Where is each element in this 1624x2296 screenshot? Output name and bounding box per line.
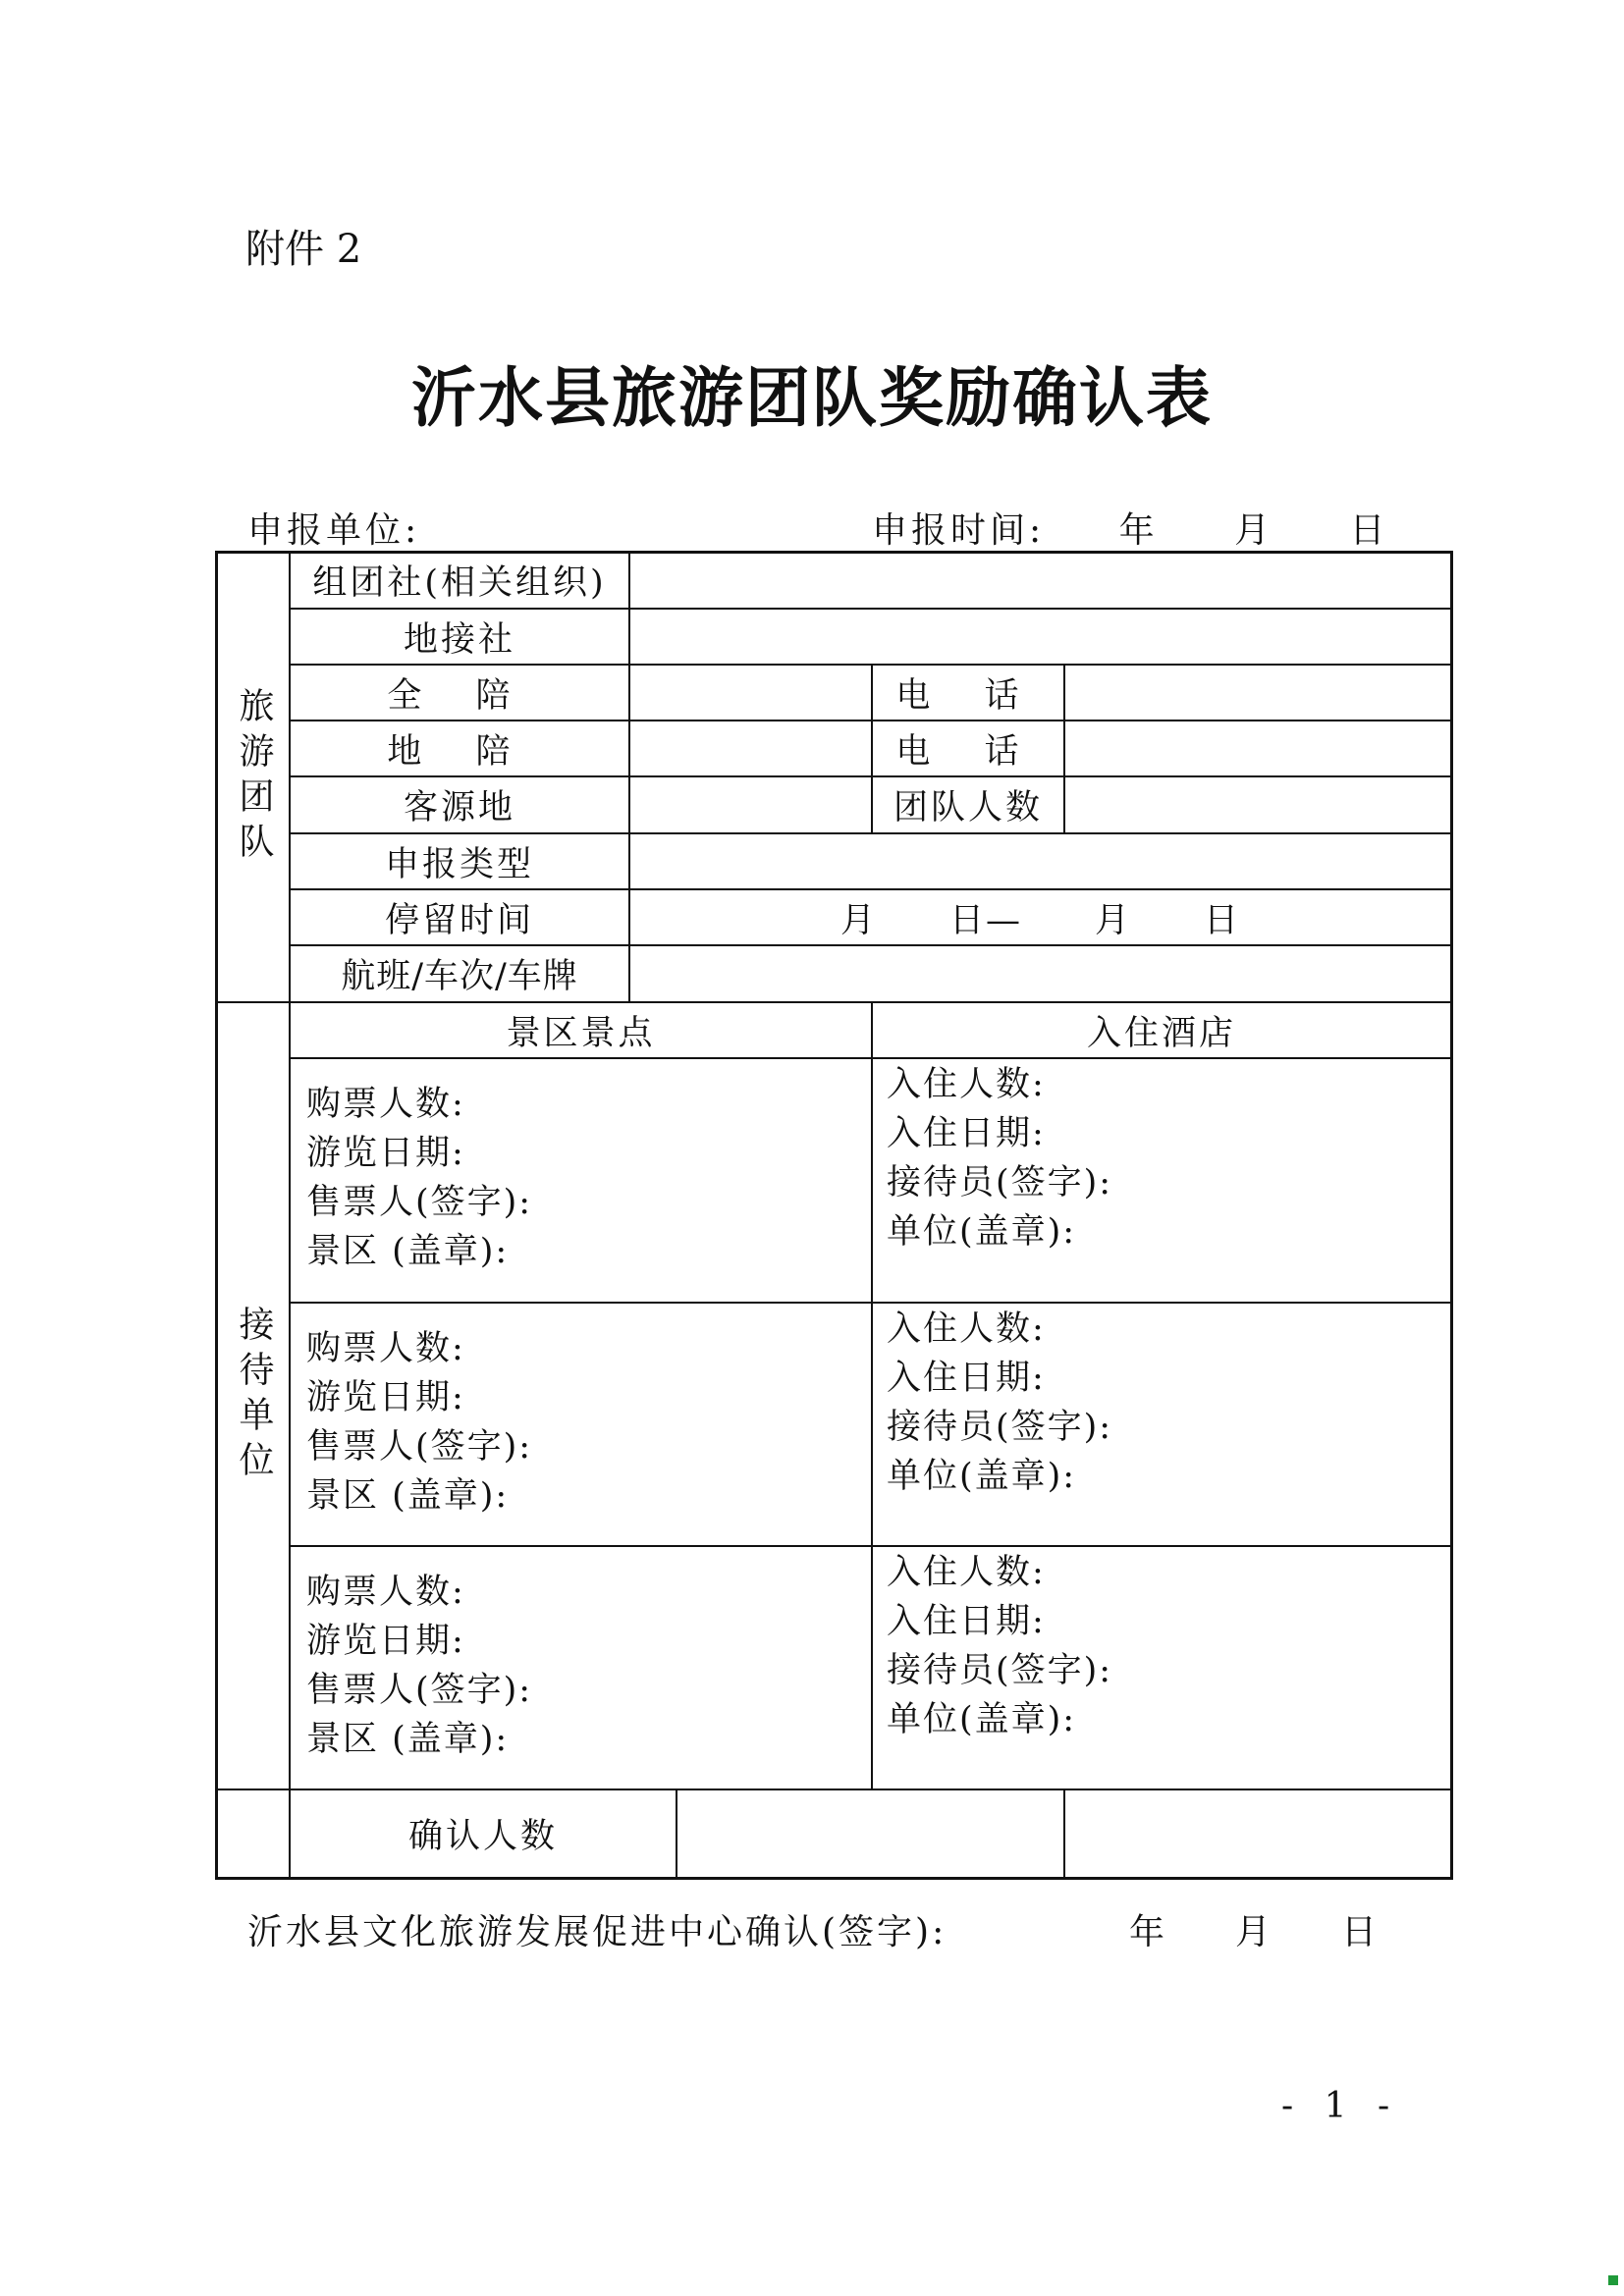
page-number: - 1 - (1281, 2086, 1400, 2126)
hotel-field: 单位(盖章): (887, 1457, 1077, 1496)
hotel-block-2 (887, 1305, 1112, 1501)
scenic-field: 售票人(签字): (306, 1427, 533, 1467)
hotel-field: 入住日期: (887, 1359, 1046, 1398)
scenic-field: 景区 (盖章): (306, 1720, 510, 1759)
hotel-field: 接待员(签字): (887, 1408, 1113, 1447)
day-label: 日 (1349, 510, 1389, 551)
hotel-block-1 (887, 1060, 1112, 1256)
scenic-field: 售票人(签字): (306, 1671, 533, 1710)
hotel-block-3 (887, 1548, 1112, 1744)
hotel-header: 入住酒店 (1086, 1013, 1236, 1053)
confirm-signature-label: 沂水县文化旅游发展促进中心确认(签字): (247, 1912, 947, 1952)
tourist-group-section-label (218, 553, 289, 1001)
group-size-label: 团队人数 (893, 788, 1043, 828)
scenic-field: 游览日期: (306, 1378, 465, 1417)
apply-type-label: 申报类型 (384, 844, 534, 884)
transport-label: 航班/车次/车牌 (341, 957, 578, 996)
page-title: 沂水县旅游团队奖励确认表 (411, 359, 1213, 436)
scenic-field: 游览日期: (306, 1134, 465, 1173)
scenic-field: 购票人数: (306, 1085, 465, 1124)
hotel-field: 入住日期: (887, 1114, 1046, 1153)
hotel-field: 入住人数: (887, 1309, 1046, 1349)
scenic-field: 购票人数: (306, 1329, 465, 1368)
scenic-field: 售票人(签字): (306, 1183, 533, 1222)
report-unit-label: 申报单位: (247, 510, 421, 551)
scenic-field: 游览日期: (306, 1622, 465, 1661)
stay-date-range: 月 日— 月 日 (839, 900, 1240, 940)
stay-time-label: 停留时间 (384, 900, 534, 940)
report-time (872, 503, 1389, 553)
tourist-group-label: 旅游团队 (234, 686, 274, 868)
scenic-spot-header: 景区景点 (506, 1013, 656, 1053)
reception-section-label (218, 1002, 289, 1789)
scenic-block-1 (306, 1080, 532, 1276)
confirm-date: 年 月 日 (1129, 1912, 1378, 1952)
local-agency-label: 地接社 (403, 619, 515, 660)
year-label: 年 (1118, 510, 1159, 551)
confirm-count-label: 确认人数 (407, 1817, 558, 1856)
origin-label: 客源地 (403, 788, 515, 828)
reception-unit-label: 接待单位 (234, 1305, 274, 1486)
scenic-block-2 (306, 1324, 532, 1521)
organizer-label: 组团社(相关组织) (312, 563, 607, 603)
phone-label-1: 电 话 (895, 675, 1041, 716)
scenic-field: 景区 (盖章): (306, 1232, 510, 1271)
full-guide-label: 全 陪 (387, 675, 532, 716)
hotel-field: 单位(盖章): (887, 1212, 1077, 1252)
phone-label-2: 电 话 (895, 731, 1041, 772)
month-label: 月 (1234, 510, 1274, 551)
report-time-label: 申报时间: (872, 510, 1046, 551)
local-guide-label: 地 陪 (387, 731, 532, 772)
hotel-field: 接待员(签字): (887, 1651, 1113, 1690)
scenic-field: 景区 (盖章): (306, 1476, 510, 1516)
attachment-label: 附件 2 (245, 227, 362, 272)
hotel-field: 入住人数: (887, 1065, 1046, 1104)
hotel-field: 单位(盖章): (887, 1700, 1077, 1739)
hotel-field: 入住日期: (887, 1602, 1046, 1641)
hotel-field: 入住人数: (887, 1553, 1046, 1592)
scenic-block-3 (306, 1568, 532, 1764)
hotel-field: 接待员(签字): (887, 1163, 1113, 1202)
scenic-field: 购票人数: (306, 1573, 465, 1612)
corner-mark-icon (1608, 2275, 1618, 2285)
